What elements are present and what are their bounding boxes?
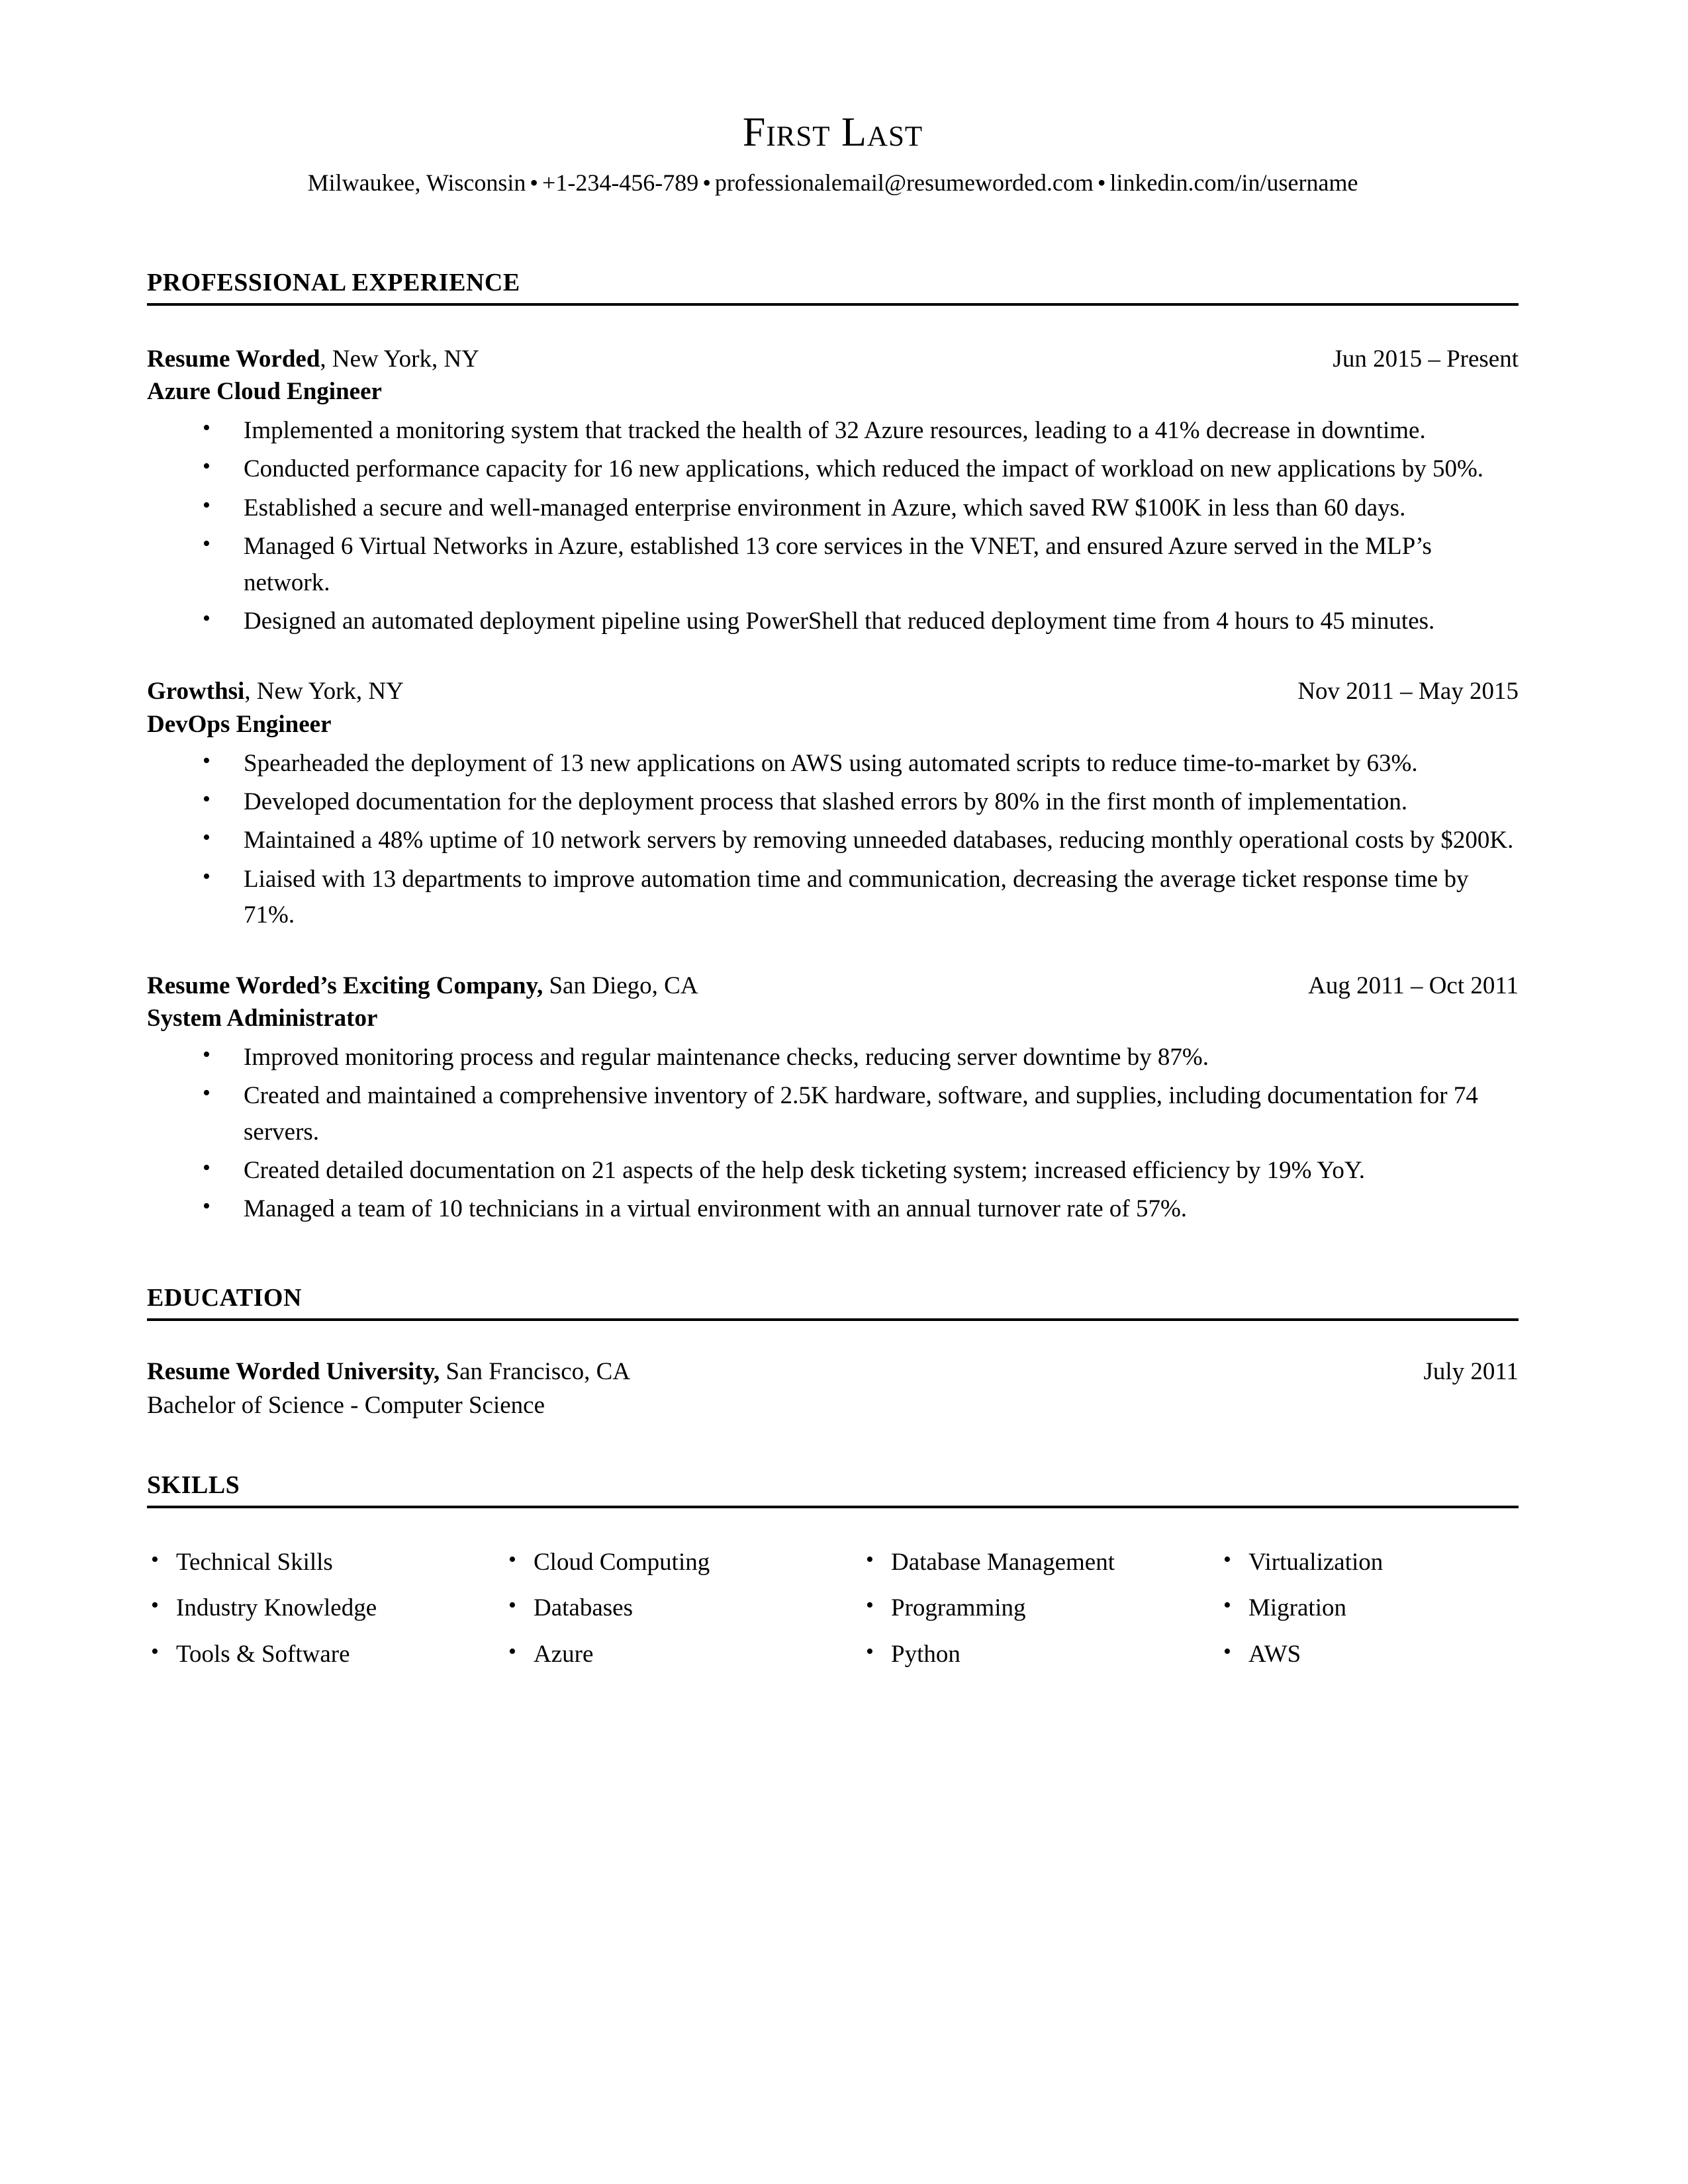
skills-grid — [147, 1544, 1519, 1682]
section-divider-education — [147, 1318, 1519, 1321]
contact-email[interactable]: professionalemail@resumeworded.com — [714, 169, 1094, 197]
contact-phone: +1-234-456-789 — [542, 169, 699, 197]
experience-bullet: • Designed an automated deployment pipeline using PowerShell that reduced deployment time from 4 hours to 45 minutes. — [147, 604, 1519, 639]
contact-separator-2: • — [702, 169, 711, 197]
education-location: San Francisco, CA — [445, 1357, 631, 1385]
experience-company: Resume Worded’s Exciting Company, — [147, 972, 543, 999]
experience-job-title: Azure Cloud Engineer — [147, 377, 382, 405]
experience-bullet-list — [147, 746, 1519, 934]
experience-dates: Aug 2011 – Oct 2011 — [1308, 972, 1519, 999]
education-school-suffix — [440, 1358, 445, 1385]
education-date: July 2011 — [1423, 1357, 1519, 1385]
experience-dates: Jun 2015 – Present — [1333, 345, 1519, 373]
experience-bullet: • Created detailed documentation on 21 aspects of the help desk ticketing system; increased efficiency by 19% YoY. — [147, 1153, 1519, 1189]
contact-line — [147, 167, 1519, 199]
contact-linkedin[interactable]: linkedin.com/in/username — [1109, 169, 1358, 197]
education-school-line — [147, 1357, 630, 1387]
experience-company-line — [147, 676, 404, 707]
experience-entry — [147, 344, 1519, 640]
experience-bullet-list — [147, 1040, 1519, 1228]
experience-company-suffix: , — [320, 345, 332, 373]
contact-separator-3: • — [1097, 169, 1106, 197]
experience-bullet: • Managed a team of 10 technicians in a virtual environment with an annual turnover rate of 57%. — [147, 1191, 1519, 1227]
skill-item: • Virtualization — [1219, 1544, 1511, 1590]
skill-item: • Azure — [504, 1636, 862, 1682]
section-title-skills: SKILLS — [147, 1471, 240, 1499]
experience-company: Growthsi — [147, 678, 245, 705]
education-degree: Bachelor of Science - Computer Science — [147, 1391, 545, 1419]
experience-job-title: System Administrator — [147, 1004, 378, 1032]
candidate-name: First Last — [742, 110, 923, 155]
experience-bullet: • Managed 6 Virtual Networks in Azure, established 13 core services in the VNET, and ensured Azure served in the MLP’s network. — [147, 529, 1519, 601]
contact-location: Milwaukee, Wisconsin — [307, 169, 526, 197]
contact-separator-1: • — [530, 169, 539, 197]
experience-entry — [147, 971, 1519, 1228]
experience-bullet: • Liaised with 13 departments to improve automation time and communication, decreasing the average ticket response time by 71%. — [147, 862, 1519, 934]
section-skills — [147, 1472, 1519, 1682]
skill-item: • Databases — [504, 1590, 862, 1636]
experience-company-line — [147, 971, 698, 1001]
section-professional-experience — [147, 269, 1519, 1228]
experience-location: San Diego, CA — [549, 972, 698, 999]
experience-job-title: DevOps Engineer — [147, 710, 332, 738]
experience-location: New York, NY — [332, 345, 479, 373]
experience-entry-header — [147, 344, 1519, 375]
resume-content — [147, 0, 1519, 1682]
skill-item: • Technical Skills — [147, 1544, 504, 1590]
education-entry — [147, 1357, 1519, 1422]
section-title-education: EDUCATION — [147, 1283, 302, 1312]
skill-item: • Python — [862, 1636, 1219, 1682]
experience-entry-header — [147, 971, 1519, 1001]
skill-item: • AWS — [1219, 1636, 1511, 1682]
education-entry-header — [147, 1357, 1519, 1387]
experience-bullet-list — [147, 413, 1519, 639]
skill-item: • Tools & Software — [147, 1636, 504, 1682]
section-education — [147, 1285, 1519, 1422]
experience-entry — [147, 676, 1519, 933]
experience-bullet: • Implemented a monitoring system that tracked the health of 32 Azure resources, leading to a 41% decrease in downtime. — [147, 413, 1519, 449]
skill-item: • Database Management — [862, 1544, 1219, 1590]
experience-bullet: • Spearheaded the deployment of 13 new applications on AWS using automated scripts to reduce time-to-market by 63%. — [147, 746, 1519, 782]
experience-entry-header — [147, 676, 1519, 707]
section-title-experience: PROFESSIONAL EXPERIENCE — [147, 268, 520, 296]
experience-dates: Nov 2011 – May 2015 — [1297, 678, 1519, 705]
experience-company-suffix: , — [244, 678, 257, 705]
experience-bullet: • Developed documentation for the deployment process that slashed errors by 80% in the first month of implementation. — [147, 784, 1519, 820]
experience-bullet: • Improved monitoring process and regular maintenance checks, reducing server downtime by 87%. — [147, 1040, 1519, 1075]
experience-bullet: • Created and maintained a comprehensive inventory of 2.5K hardware, software, and supplies, including documentation for 74 servers. — [147, 1078, 1519, 1150]
experience-company-line — [147, 344, 479, 375]
education-school: Resume Worded University, — [147, 1357, 440, 1385]
experience-bullet: • Conducted performance capacity for 16 new applications, which reduced the impact of workload on new applications by 50%. — [147, 451, 1519, 487]
skill-item: • Migration — [1219, 1590, 1511, 1636]
skill-item: • Industry Knowledge — [147, 1590, 504, 1636]
experience-location: New York, NY — [256, 678, 404, 705]
skill-item: • Programming — [862, 1590, 1219, 1636]
experience-bullet: • Maintained a 48% uptime of 10 network servers by removing unneeded databases, reducing monthly operational costs by $200K. — [147, 823, 1519, 858]
section-divider-skills — [147, 1506, 1519, 1508]
experience-bullet: • Established a secure and well-managed enterprise environment in Azure, which saved RW $100K in less than 60 days. — [147, 490, 1519, 526]
experience-company: Resume Worded — [147, 345, 320, 373]
skill-item: • Cloud Computing — [504, 1544, 862, 1590]
section-divider-experience — [147, 303, 1519, 306]
